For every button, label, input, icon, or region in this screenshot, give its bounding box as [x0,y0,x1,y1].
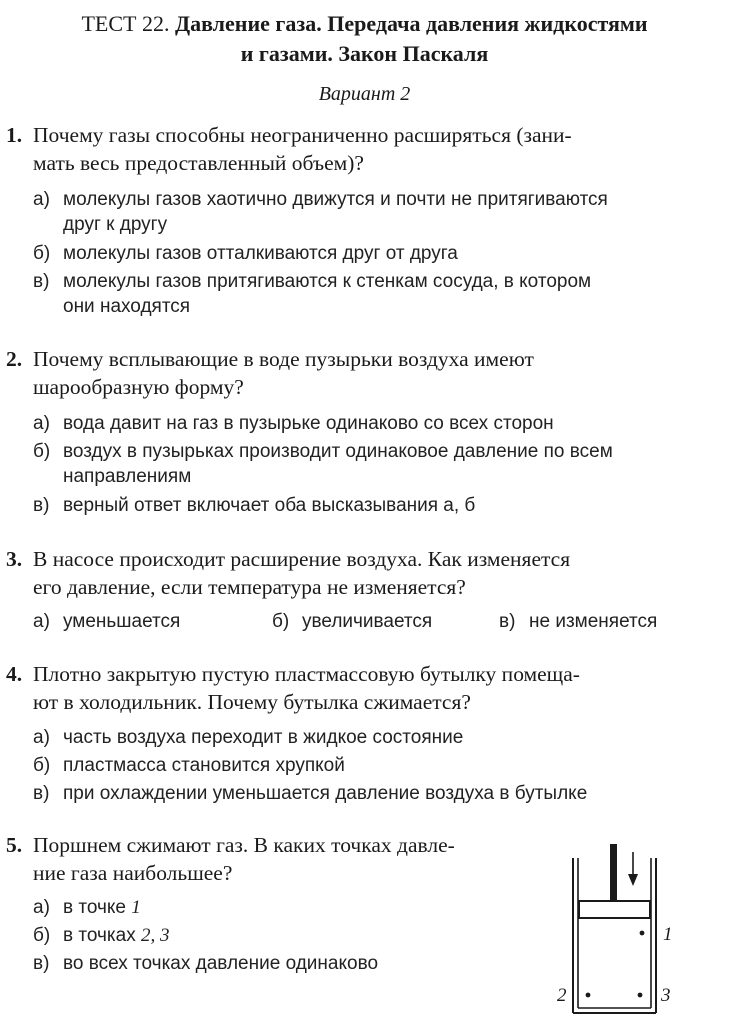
option-text: уменьшается [63,611,181,632]
answer-option [33,411,554,436]
option-text: молекулы газов хаотично движутся и почти не притягиваются [63,189,608,210]
question-text: Почему всплывающие в воде пузырьки воздуха имеют [33,347,534,371]
question-text: мать весь предоставленный объем)? [33,151,364,175]
option-letter: в) [33,953,50,974]
point-2 [586,993,591,998]
option-text: вода давит на газ в пузырьке одинаково со всех сторон [63,413,554,434]
question-text: ние газа наибольшее? [33,861,233,885]
option-text: направлениям [63,466,192,487]
option-letter: б) [33,925,51,946]
option-letter: а) [33,897,50,918]
option-letter: в) [499,611,516,632]
option-text: в точке [63,897,127,918]
option-text: воздух в пузырьках производит одинаковое давление по всем [63,441,613,462]
option-text: пластмасса становится хрупкой [63,755,345,776]
answer-option [33,725,463,750]
force-arrow-head [628,874,638,886]
answer-option [499,609,657,634]
question-text: В насосе происходит расширение воздуха. Как изменяется [33,547,571,571]
option-text: не изменяется [529,611,658,632]
option-letter: в) [33,271,50,292]
piston [579,901,650,918]
point-label-2: 2 [557,985,567,1006]
question-text: шарообразную форму? [33,375,244,399]
question-number: 3. [6,547,23,571]
option-text: при охлаждении уменьшается давление воздуха в бутылке [63,783,588,804]
question-number: 5. [6,833,23,857]
option-text: молекулы газов притягиваются к стенкам сосуда, в котором [63,271,592,292]
question-text: Почему газы способны неограниченно расширяться (зани- [33,123,572,147]
option-letter: а) [33,413,50,434]
option-letter: а) [33,189,50,210]
point-label-1: 1 [663,924,673,945]
option-letter: б) [33,441,51,462]
variant-label: Вариант 2 [318,83,411,105]
answer-option [33,923,170,948]
option-text: они находятся [63,296,191,317]
question-text: его давление, если температура не изменяется? [33,575,466,599]
piston-figure [550,838,700,1018]
point-label-3: 3 [661,985,671,1006]
answer-option [33,951,378,976]
test-title-line1 [0,10,729,37]
answer-option [33,609,180,634]
answer-option [33,241,458,266]
option-letter: в) [33,495,50,516]
test-title-line2: и газами. Закон Паскаля [240,41,489,66]
option-point: 1 [131,897,141,918]
question-number: 4. [6,662,23,686]
option-text: увеличивается [302,611,433,632]
piston-rod [610,844,617,901]
option-text: во всех точках давление одинаково [63,953,379,974]
answer-option [33,493,475,518]
answer-option [33,753,345,778]
option-text: часть воздуха переходит в жидкое состояние [63,727,464,748]
point-3 [638,993,643,998]
question-text: Поршнем сжимают газ. В каких точках давле- [33,833,455,857]
answer-option [272,609,432,634]
answer-option [33,187,608,237]
option-letter: а) [33,727,50,748]
question-text: ют в холодильник. Почему бутылка сжимается? [33,690,471,714]
answer-option [33,895,141,920]
answer-option [33,439,613,489]
question-number: 2. [6,347,23,371]
option-letter: б) [272,611,290,632]
option-point: 2, 3 [141,925,170,946]
option-letter: б) [33,755,51,776]
test-title-text: Давление газа. Передача давления жидкостями [174,11,648,36]
option-letter: б) [33,243,51,264]
question-number: 1. [6,123,23,147]
option-text: молекулы газов отталкиваются друг от друга [63,243,458,264]
point-1 [640,931,645,936]
option-letter: а) [33,611,50,632]
answer-option [33,269,591,319]
option-text: верный ответ включает оба высказывания а, б [63,495,476,516]
answer-option [33,781,587,806]
option-letter: в) [33,783,50,804]
option-text: друг к другу [63,214,168,235]
option-text: в точках [63,925,136,946]
test-number: ТЕСТ 22. [81,11,170,36]
question-text: Плотно закрытую пустую пластмассовую бутылку помеща- [33,662,580,686]
